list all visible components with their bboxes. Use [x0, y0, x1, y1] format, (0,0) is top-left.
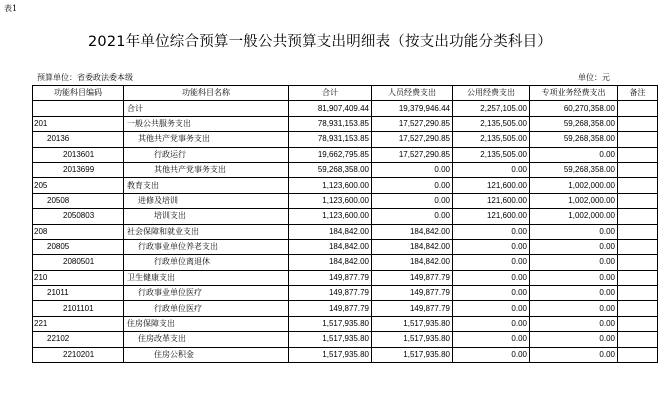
cell-note: [618, 286, 658, 301]
cell-special: 59,268,358.00: [530, 132, 618, 147]
cell-note: [618, 162, 658, 177]
cell-public: 0.00: [453, 224, 530, 239]
cell-code: 20136: [33, 132, 124, 147]
header-special: 专项业务经费支出: [530, 86, 618, 101]
table-row: [33, 101, 658, 116]
table-row: [33, 147, 658, 162]
table-row: [33, 301, 658, 316]
cell-special: 60,270,358.00: [530, 101, 618, 116]
cell-code: 205: [33, 178, 124, 193]
cell-personnel: 0.00: [372, 209, 453, 224]
cell-note: [618, 147, 658, 162]
cell-name: 教育支出: [124, 178, 289, 193]
cell-special: 1,002,000.00: [530, 193, 618, 208]
cell-name: 行政单位医疗: [124, 301, 289, 316]
cell-public: 121,600.00: [453, 209, 530, 224]
cell-public: 2,135,505.00: [453, 116, 530, 131]
cell-code: [33, 101, 124, 116]
table-header-row: [33, 86, 658, 101]
cell-special: 0.00: [530, 239, 618, 254]
header-note: 备注: [618, 86, 658, 101]
table-row: [33, 209, 658, 224]
cell-personnel: 0.00: [372, 162, 453, 177]
cell-note: [618, 193, 658, 208]
page-title: 2021年单位综合预算一般公共预算支出明细表（按支出功能分类科目）: [88, 34, 552, 50]
cell-public: 0.00: [453, 301, 530, 316]
cell-code: 2080501: [33, 255, 124, 270]
currency-unit-label: 单位：元: [578, 73, 610, 82]
cell-total: 78,931,153.85: [289, 116, 372, 131]
cell-note: [618, 101, 658, 116]
cell-public: 0.00: [453, 286, 530, 301]
cell-name: 住房公积金: [124, 347, 289, 362]
table-row: [33, 178, 658, 193]
cell-note: [618, 332, 658, 347]
cell-total: 59,268,358.00: [289, 162, 372, 177]
cell-personnel: 17,527,290.85: [372, 147, 453, 162]
table-row: [33, 162, 658, 177]
header-name: 功能科目名称: [124, 86, 289, 101]
cell-name: 卫生健康支出: [124, 270, 289, 285]
table-row: [33, 224, 658, 239]
cell-total: 184,842.00: [289, 255, 372, 270]
cell-public: 0.00: [453, 255, 530, 270]
table-row: [33, 286, 658, 301]
cell-total: 149,877.79: [289, 286, 372, 301]
cell-total: 149,877.79: [289, 301, 372, 316]
cell-special: 0.00: [530, 301, 618, 316]
cell-personnel: 149,877.79: [372, 301, 453, 316]
header-total: 合计: [289, 86, 372, 101]
cell-note: [618, 209, 658, 224]
cell-special: 0.00: [530, 255, 618, 270]
cell-note: [618, 270, 658, 285]
cell-total: 19,662,795.85: [289, 147, 372, 162]
cell-code: 2050803: [33, 209, 124, 224]
cell-total: 184,842.00: [289, 239, 372, 254]
cell-code: 2101101: [33, 301, 124, 316]
cell-total: 1,517,935.80: [289, 316, 372, 331]
cell-special: 0.00: [530, 286, 618, 301]
table-row: [33, 255, 658, 270]
cell-public: 121,600.00: [453, 178, 530, 193]
budget-unit-label: 预算单位：省委政法委本级: [37, 73, 133, 82]
cell-personnel: 1,517,935.80: [372, 347, 453, 362]
cell-special: 0.00: [530, 224, 618, 239]
cell-special: 1,002,000.00: [530, 209, 618, 224]
cell-personnel: 17,527,290.85: [372, 116, 453, 131]
cell-special: 0.00: [530, 347, 618, 362]
cell-special: 1,002,000.00: [530, 178, 618, 193]
cell-personnel: 1,517,935.80: [372, 332, 453, 347]
cell-total: 1,123,600.00: [289, 193, 372, 208]
cell-personnel: 149,877.79: [372, 286, 453, 301]
cell-name: 住房改革支出: [124, 332, 289, 347]
cell-personnel: 0.00: [372, 178, 453, 193]
cell-total: 1,517,935.80: [289, 332, 372, 347]
table-row: [33, 270, 658, 285]
cell-total: 78,931,153.85: [289, 132, 372, 147]
cell-code: 210: [33, 270, 124, 285]
table-row: [33, 116, 658, 131]
cell-special: 59,268,358.00: [530, 116, 618, 131]
cell-name: 社会保障和就业支出: [124, 224, 289, 239]
document-label: 表1: [4, 4, 18, 13]
cell-public: 121,600.00: [453, 193, 530, 208]
cell-personnel: 184,842.00: [372, 255, 453, 270]
cell-name: 进修及培训: [124, 193, 289, 208]
cell-total: 184,842.00: [289, 224, 372, 239]
expenditure-table: [32, 85, 658, 363]
cell-name: 行政单位离退休: [124, 255, 289, 270]
cell-code: 2013699: [33, 162, 124, 177]
table-body: [33, 101, 658, 363]
cell-note: [618, 347, 658, 362]
cell-code: 22102: [33, 332, 124, 347]
cell-code: 2013601: [33, 147, 124, 162]
cell-special: 0.00: [530, 316, 618, 331]
cell-personnel: 184,842.00: [372, 239, 453, 254]
cell-public: 0.00: [453, 316, 530, 331]
cell-public: 0.00: [453, 270, 530, 285]
cell-note: [618, 255, 658, 270]
cell-personnel: 184,842.00: [372, 224, 453, 239]
cell-public: 2,135,505.00: [453, 147, 530, 162]
cell-public: 0.00: [453, 332, 530, 347]
cell-note: [618, 224, 658, 239]
cell-personnel: 19,379,946.44: [372, 101, 453, 116]
cell-code: 21011: [33, 286, 124, 301]
cell-code: 2210201: [33, 347, 124, 362]
cell-name: 其他共产党事务支出: [124, 162, 289, 177]
cell-special: 0.00: [530, 332, 618, 347]
cell-note: [618, 178, 658, 193]
cell-code: 20508: [33, 193, 124, 208]
cell-code: 20805: [33, 239, 124, 254]
cell-special: 0.00: [530, 270, 618, 285]
cell-name: 行政运行: [124, 147, 289, 162]
cell-public: 2,257,105.00: [453, 101, 530, 116]
cell-total: 1,123,600.00: [289, 178, 372, 193]
cell-code: 208: [33, 224, 124, 239]
table-row: [33, 239, 658, 254]
cell-name: 一般公共服务支出: [124, 116, 289, 131]
cell-code: 201: [33, 116, 124, 131]
cell-name: 合计: [124, 101, 289, 116]
cell-note: [618, 116, 658, 131]
cell-total: 1,123,600.00: [289, 209, 372, 224]
cell-personnel: 1,517,935.80: [372, 316, 453, 331]
cell-name: 住房保障支出: [124, 316, 289, 331]
cell-code: 221: [33, 316, 124, 331]
cell-personnel: 0.00: [372, 193, 453, 208]
cell-name: 其他共产党事务支出: [124, 132, 289, 147]
header-public: 公用经费支出: [453, 86, 530, 101]
header-personnel: 人员经费支出: [372, 86, 453, 101]
cell-note: [618, 239, 658, 254]
cell-public: 0.00: [453, 347, 530, 362]
cell-personnel: 149,877.79: [372, 270, 453, 285]
cell-total: 149,877.79: [289, 270, 372, 285]
header-code: 功能科目编码: [33, 86, 124, 101]
table-row: [33, 316, 658, 331]
cell-total: 1,517,935.80: [289, 347, 372, 362]
cell-public: 2,135,505.00: [453, 132, 530, 147]
cell-personnel: 17,527,290.85: [372, 132, 453, 147]
table-row: [33, 132, 658, 147]
cell-special: 59,268,358.00: [530, 162, 618, 177]
table-row: [33, 193, 658, 208]
cell-special: 0.00: [530, 147, 618, 162]
cell-note: [618, 316, 658, 331]
table-row: [33, 347, 658, 362]
table-row: [33, 332, 658, 347]
cell-name: 行政事业单位医疗: [124, 286, 289, 301]
cell-note: [618, 301, 658, 316]
cell-public: 0.00: [453, 162, 530, 177]
cell-total: 81,907,409.44: [289, 101, 372, 116]
cell-name: 培训支出: [124, 209, 289, 224]
cell-note: [618, 132, 658, 147]
cell-name: 行政事业单位养老支出: [124, 239, 289, 254]
cell-public: 0.00: [453, 239, 530, 254]
